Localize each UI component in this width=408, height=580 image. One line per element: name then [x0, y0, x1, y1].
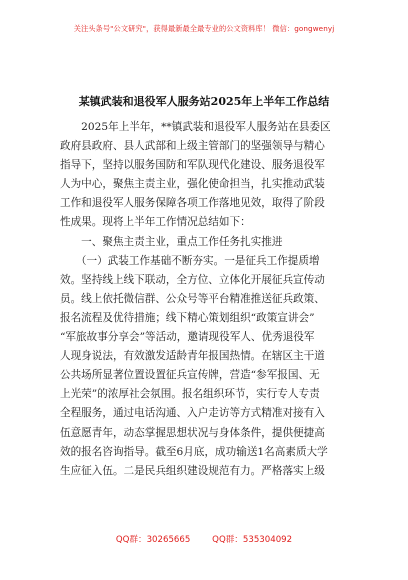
body-line: 上光荣”的浓厚社会氛围。报名组织环节，实行专人专责: [60, 388, 320, 401]
document-title: 某镇武装和退役军人服务站2025年上半年工作总结: [78, 95, 330, 108]
body-line: 员。线上依托微信群、公众号等平台精准推送征兵政策、: [60, 292, 325, 305]
body-line: （一）武装工作基础不断夯实。一是征兵工作提质增: [60, 254, 320, 267]
body-line: 人为中心，聚焦主责主业，强化使命担当，扎实推动武装: [60, 178, 325, 191]
document-body: [60, 118, 350, 481]
body-line: 报名流程及优待措施；线下精心策划组织“政策宣讲会”: [60, 311, 315, 324]
section-heading: 一、聚焦主责主业，重点工作任务扎实推进: [60, 235, 283, 248]
body-line: 效的报名咨询指导。截至6月底，成功输送1名高素质大学: [60, 445, 328, 458]
body-line: 政府县政府、县人武部和上级主管部门的坚强领导与精心: [60, 140, 325, 153]
body-line: 伍意愿青年，动态掌握思想状况与身体条件，提供便捷高: [60, 426, 325, 439]
body-line: 指导下，坚持以服务国防和军队现代化建设、服务退役军: [60, 159, 325, 172]
body-line: 人现身说法，有效激发适龄青年报国热情。在辖区主干道: [60, 350, 325, 363]
body-line: 工作和退役军人服务保障各项工作落地见效，取得了阶段: [60, 197, 325, 210]
body-line: 性成果。现将上半年工作情况总结如下：: [60, 216, 251, 229]
header-banner: 关注头条号"公文研究"，获得最新最全最专业的公文资料库！ 微信：gongwenyj: [73, 24, 335, 33]
body-line: “军旅故事分享会”等活动，邀请现役军人、优秀退役军: [60, 331, 315, 344]
body-line: 2025年上半年，**镇武装和退役军人服务站在县委区: [60, 121, 331, 133]
body-line: 生应征入伍。二是民兵组织建设规范有力。严格落实上级: [60, 464, 325, 477]
body-line: 公共场所显著位置设置征兵宣传牌，营造“参军报国、无: [60, 369, 320, 382]
body-line: 全程服务，通过电话沟通、入户走访等方式精准对接有入: [60, 407, 325, 420]
body-line: 效。坚持线上线下联动，全方位、立体化开展征兵宣传动: [60, 273, 325, 286]
footer-qq-groups: QQ群：30265665 QQ群：535304092: [115, 535, 293, 545]
